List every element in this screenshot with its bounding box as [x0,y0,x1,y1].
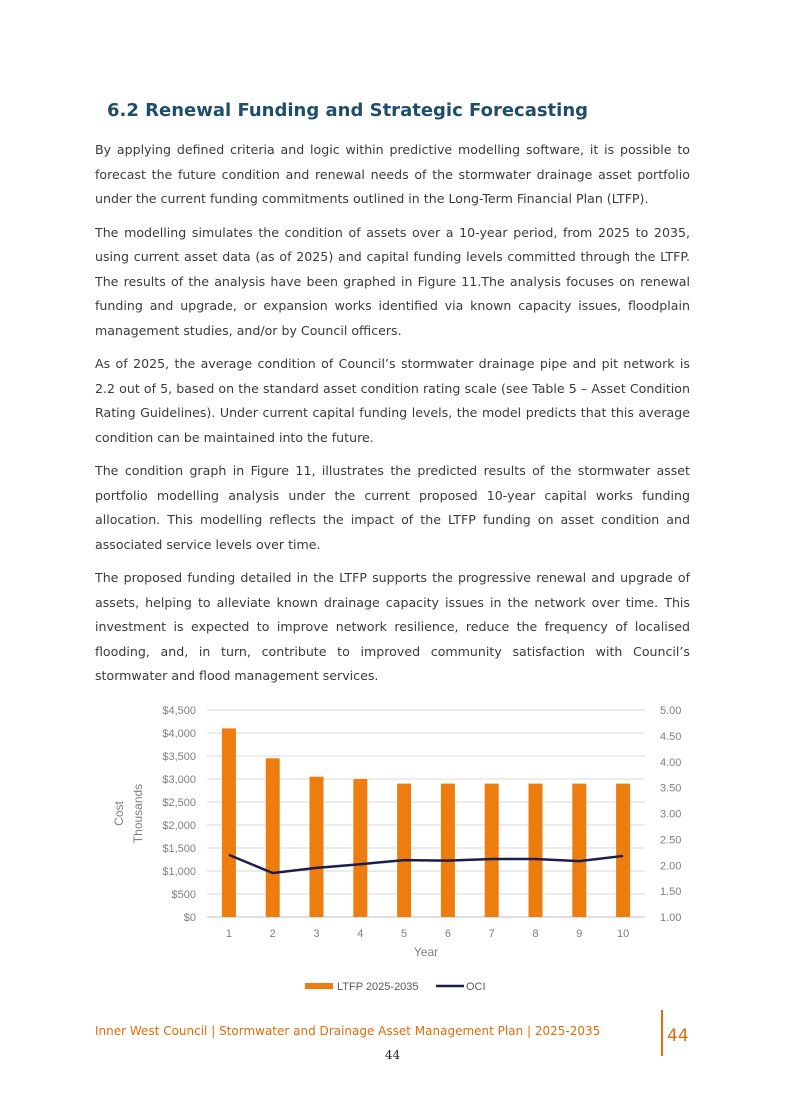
y-left-tick-label: $500 [171,889,196,901]
x-tick-label: 7 [488,928,495,940]
paragraph-1: By applying defined criteria and logic within predictive modelling software, it is possible to forecast the future condition and renewal needs of the stormwater drainage asset portfolio under the current funding commitments outlined in the Long-Term Financial Plan (LTFP). [95,142,690,206]
y-right-tick-label: 2.00 [660,860,682,873]
paragraph-3: As of 2025, the average condition of Council’s stormwater drainage pipe and pit network is 2.2 out of 5, based on the standard asset condition rating scale (see Table 5 – Asset Condition Rating Guidelines). Under current capital funding levels, the model predicts that this average condition can be maintained into the future. [95,356,690,445]
x-tick-label: 10 [616,928,630,940]
x-tick-label: 1 [225,928,232,940]
legend-line-label: OCI [466,981,486,993]
y-axis-units: Thousands [131,783,145,844]
y-right-tick-label: 2.50 [660,834,682,847]
paragraph-2: The modelling simulates the condition of assets over a 10-year period, from 2025 to 2035, using current asset data (as of 2025) and capital funding levels committed through the LTFP. The results of the analysis have been graphed in Figure 11.The analysis focuses on renewal funding and upgrade, or expansion works identified via known capacity issues, floodplain management studies, and/or by Council officers. [95,224,690,338]
bar [266,758,280,917]
x-tick-label: 2 [269,928,276,940]
legend-bar-swatch [305,983,333,989]
y-right-tick-label: 3.50 [660,782,682,795]
y-left-tick-label: $1,000 [162,866,196,878]
bar [397,784,411,917]
bar [222,728,236,917]
funding-condition-chart [100,695,690,1005]
y-left-tick-label: $3,000 [162,774,196,786]
legend-bar-label: LTFP 2025-2035 [337,981,419,993]
y-left-tick-label: $0 [183,912,196,924]
paragraph-5: The proposed funding detailed in the LTFP supports the progressive renewal and upgrade of assets, helping to alleviate known drainage capacity issues in the network over time. This investment is expected to improve network resilience, reduce the frequency of localised flooding, and, in turn, contribute to improved community satisfaction with Council’s stormwater and flood management services. [95,570,690,683]
y-right-tick-label: 5.00 [660,705,682,717]
bar [529,784,543,917]
x-tick-label: 5 [401,928,408,940]
footer-text: Inner West Council | Stormwater and Drainage Asset Management Plan | 2025-2035 [95,1024,601,1038]
y-right-tick-label: 4.50 [660,730,682,743]
y-left-tick-label: $2,000 [162,820,196,832]
bar [441,784,455,917]
y-right-tick-label: 1.00 [660,912,682,924]
x-tick-label: 4 [357,928,364,940]
x-tick-label: 8 [532,928,539,940]
y-right-tick-label: 3.00 [660,808,682,821]
y-left-tick-label: $3,500 [162,751,196,763]
chart-svg [100,695,690,1005]
y-right-tick-label: 4.00 [660,756,682,769]
x-tick-label: 6 [444,928,451,940]
bar [616,784,630,917]
page-number: 44 [384,1048,401,1062]
x-axis-title: Year [413,945,439,959]
footer-page-label: 44 [667,1026,689,1046]
y-left-tick-label: $4,500 [162,705,196,717]
section-heading: 6.2 Renewal Funding and Strategic Forecasting [107,100,589,121]
paragraph-4: The condition graph in Figure 11, illustrates the predicted results of the stormwater asset portfolio modelling analysis under the current proposed 10-year capital works funding allocation. This modelling reflects the impact of the LTFP funding on asset condition and associated service levels over time. [95,463,690,552]
y-axis-title: Cost [112,801,126,826]
x-tick-label: 9 [576,928,583,940]
bar [310,777,324,917]
oci-line [229,855,623,873]
y-left-tick-label: $4,000 [162,728,196,740]
y-left-tick-label: $1,500 [162,843,196,855]
bar [485,784,499,917]
y-left-tick-label: $2,500 [162,797,196,809]
x-tick-label: 3 [313,928,320,940]
y-right-tick-label: 1.50 [660,886,682,899]
bar [353,779,367,917]
body-text [95,138,690,698]
bar [572,784,586,917]
